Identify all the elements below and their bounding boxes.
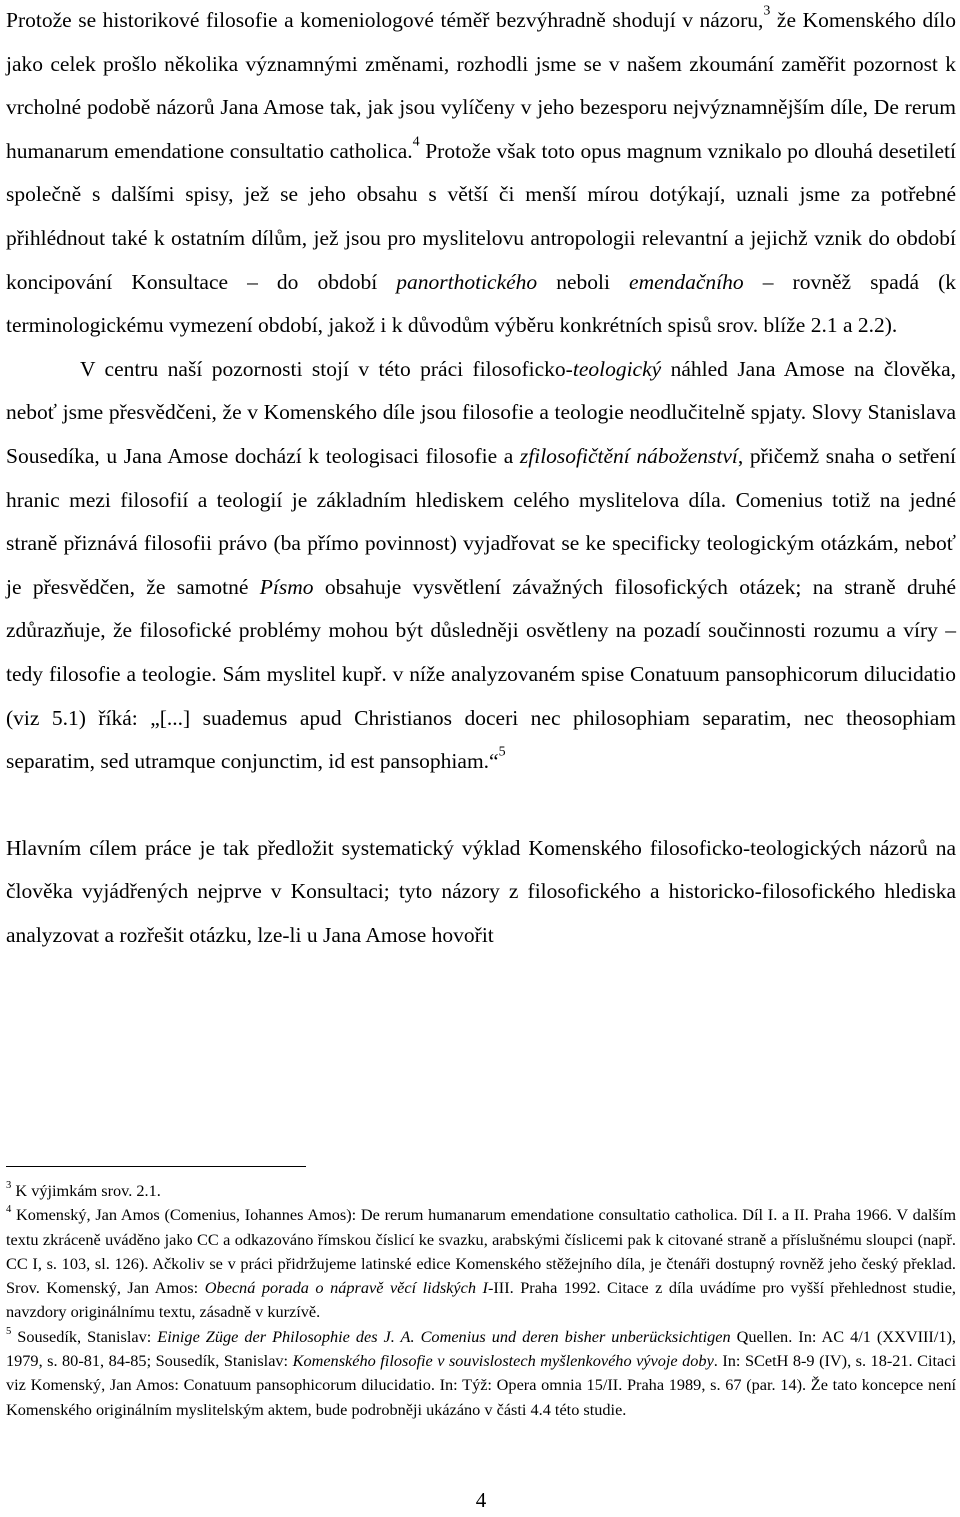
footnote-separator	[6, 1166, 306, 1167]
text-run: , přičemž snaha o setření hranic mezi filosofií a teologií je základním hlediskem celého myslitelova díla. Comenius totiž na jedné straně přiznává filosofii právo (ba přímo povinnost) vyjadřovat se ke specificky teologickým otázkám, neboť je přesvědčen, že samotné	[6, 443, 956, 599]
text-run: Protože se historikové filosofie a komeniologové téměř bezvýhradně shodují v názoru,	[6, 8, 764, 32]
italic-term: teologický	[572, 356, 662, 381]
text-run: – rovněž spadá (k terminologickému vymezení období, jakož i k důvodům výběru konkrétních spisů srov. blíže 2.1 a 2.2).	[6, 269, 956, 338]
italic-title: Komenského filosofie v souvislostech myšlenkového vývoje doby	[292, 1351, 714, 1371]
italic-term: panorthotického	[396, 269, 538, 294]
document-page	[6, 0, 956, 1517]
text-run: náhled Jana Amose na člověka, neboť jsme přesvědčeni, že v Komenského díle jsou filosofie a teologie neodlučitelně spjaty. Slovy Stanislava Sousedíka, u Jana Amose dochází k teologisaci filosofie a	[6, 356, 956, 468]
footnote-number: 5	[6, 1325, 12, 1337]
footnote-4	[6, 1203, 956, 1324]
footnote-5	[6, 1325, 956, 1422]
footnote-text: K výjimkám srov. 2.1.	[11, 1181, 161, 1200]
footnote-ref-5[interactable]: 5	[498, 744, 506, 760]
text-run: že Komenského dílo jako celek prošlo několika významnými změnami, rozhodli jsme se v našem zkoumání zaměřit pozornost k vrcholné podobě názorů Jana Amose tak, jak jsou vylíčeny v jeho bezesporu nejvýznamnějším díle, De rerum humanarum emendatione consultatio catholica.	[6, 8, 956, 163]
footnote-text: Sousedík, Stanislav:	[11, 1326, 158, 1346]
italic-title: Einige Züge der Philosophie des J. A. Comenius und deren bisher unberücksichtigen	[157, 1326, 731, 1346]
italic-term: emendačního	[629, 269, 744, 294]
paragraph-2	[6, 348, 956, 784]
text-run: V centru naší pozornosti stojí v této práci filosoficko-	[80, 356, 573, 381]
footnote-number: 3	[6, 1180, 12, 1192]
footnote-text: . In: SCetH 8-9 (IV), s. 18-21. Citaci viz Komenský, Jan Amos: Conatuum pansophicorum dilucidatio. In: Týž: Opera omnia 15/II. Praha 1989, s. 67 (par. 14). Že tato koncepce není Komenského originálním myslitelským aktem, bude podrobněji ukázáno v části 4.4 této studie.	[6, 1351, 956, 1419]
page-number: 4	[475, 1488, 487, 1512]
footnote-text: Quellen. In: AC 4/1 (XXVIII/1), 1979, s. 80-81, 84-85; Sousedík, Stanislav:	[6, 1326, 956, 1371]
text-run: obsahuje vysvětlení závažných filosofických otázek; na straně druhé zdůrazňuje, že filosofické problémy mohou být důsledněji osvětleny na pozadí součinnosti rozumu a víry – tedy filosofie a teologie. Sám myslitel kupř. v níže analyzovaném spise Conatuum pansophicorum dilucidatio (viz 5.1) říká: „[...] suademus apud Christianos doceri nec philosophiam separatim, nec theosophiam separatim, sed utramque conjunctim, id est pansophiam.“	[6, 574, 956, 774]
italic-term: Písmo	[259, 574, 314, 599]
paragraph-1	[6, 0, 956, 348]
footnotes-section	[6, 1166, 956, 1422]
text-run: neboli	[537, 269, 630, 294]
italic-term: zfilosofičtění náboženství	[519, 443, 738, 468]
text-run: Protože však toto opus magnum vznikalo po dlouhá desetiletí společně s dalšími spisy, jež se jeho obsahu s větší či menší mírou dotýkají, uznali jsme za potřebné přihlédnout také k ostatním dílům, jež jsou pro myslitelovu antropologii relevantní a jejichž vznik do období koncipování Konsultace – do období	[6, 138, 956, 294]
paragraph-3: Hlavním cílem práce je tak předložit systematický výklad Komenského filosoficko-teologických názorů na člověka vyjádřených nejprve v Konsultaci; tyto názory z filosofického a historicko-filosofického hlediska analyzovat a rozřešit otázku, lze-li u Jana Amose hovořit	[6, 835, 956, 947]
footnote-ref-3[interactable]: 3	[763, 3, 771, 19]
footnote-text: Komenský, Jan Amos (Comenius, Iohannes Amos): De rerum humanarum emendatione consultatio catholica. Díl I. a II. Praha 1966. V dalším textu zkráceně uváděno jako CC a odkazováno římskou číslicí ke svazku, arabskými číslicemi pak k citované straně a příslušnému sloupci (např. CC I, s. 103, sl. 126). Ačkoliv se v práci přidržujeme latinské edice Komenského stěžejního díla, je čtenáři dostupný rovněž jeho český překlad. Srov. Komenský, Jan Amos:	[6, 1205, 956, 1298]
footnote-3	[6, 1179, 956, 1203]
footnote-ref-4[interactable]: 4	[412, 134, 420, 150]
main-text	[6, 0, 956, 957]
italic-title: Obecná porada o nápravě věcí lidských I	[204, 1278, 488, 1298]
footnote-number: 4	[6, 1204, 12, 1216]
footnote-text: -III. Praha 1992. Citace z díla uvádíme pro vyšší přehlednost studie, navzdory originálnímu textu, zásadně v kurzívě.	[6, 1278, 956, 1322]
